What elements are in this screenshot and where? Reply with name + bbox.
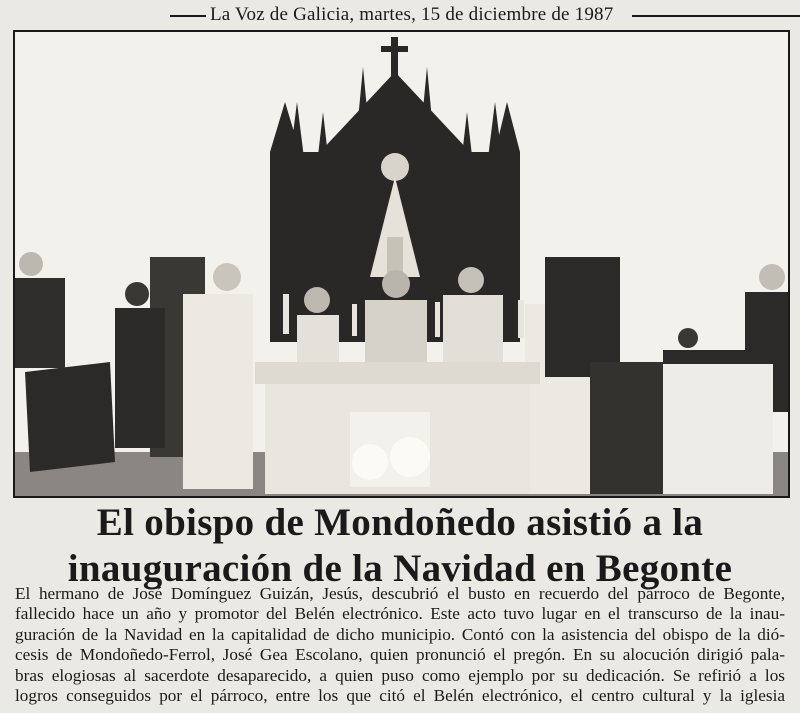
altar-table [255,362,540,494]
altar-scene-illustration [15,32,788,496]
article-line: fallecido hace un año y promotor del Belén electrónico. Este acto tuvo lugar en el transcurso de la inau- [15,604,785,624]
masthead-rule-right [632,15,800,17]
article-line: bras elogiosas al sacerdote desaparecido, a quien puso como ejemplo por su dedicación. Se refirió a los [15,665,785,685]
headline-line-1: El obispo de Mondoñedo asistió a la [96,501,704,544]
masthead-text: La Voz de Galicia, martes, 15 de diciembre de 1987 [210,4,614,25]
news-photo [13,30,790,498]
headline-line-2: inauguración de la Navidad en Begonte [67,547,733,590]
headline [0,500,800,592]
masthead [0,0,800,30]
article-line: El hermano de José Domínguez Guizán, Jesús, descubrió el busto en recuerdo del párroco de Begonte, [15,584,785,603]
article-line: logros conseguidos por el párroco, entre los que citó el Belén electrónico, el centro cultural y la iglesia [15,686,785,706]
article-line: cesis de Mondoñedo-Ferrol, José Gea Escolano, quien pronunció el pregón. En su alocución dirigió pala- [15,645,785,665]
article-body [15,584,785,706]
masthead-rule-left [170,15,206,17]
article-line: guración de la Navidad en la capitalidad de dicho municipio. Contó con la asistencia del obispo de la dió- [15,624,785,644]
